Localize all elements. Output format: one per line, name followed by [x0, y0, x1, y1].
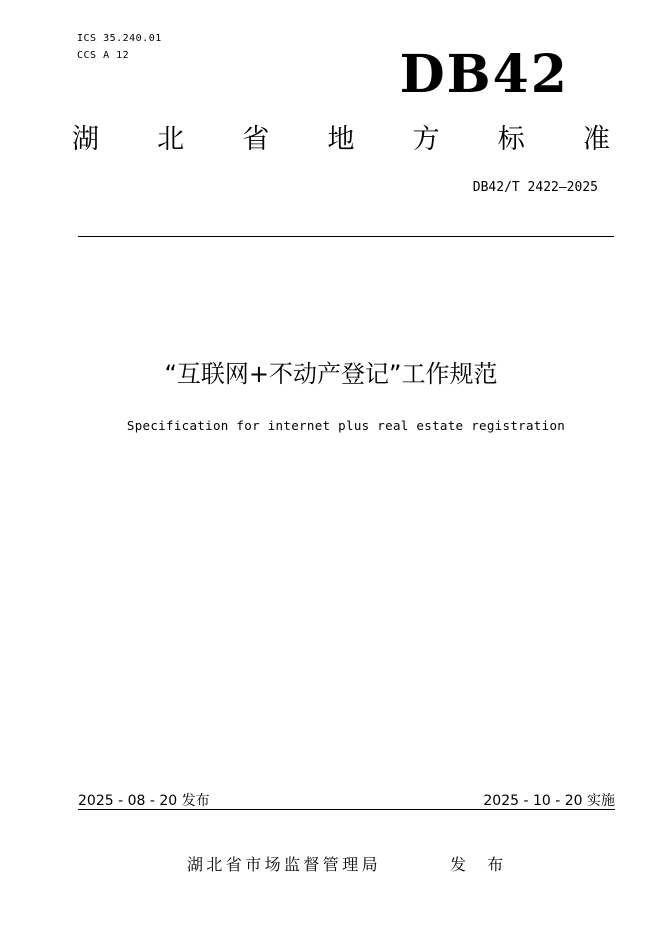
standard-type-char: 省: [242, 124, 270, 155]
standard-type-char: 方: [412, 124, 440, 155]
standard-type-char: 准: [582, 124, 610, 155]
publisher-name: 湖北省市场监督管理局: [187, 855, 382, 874]
publish-label: 发 布: [450, 855, 512, 874]
standard-number: DB42/T 2422—2025: [472, 180, 598, 195]
ics-code: ICS 35.240.01: [77, 33, 162, 44]
standard-type-char: 湖: [72, 124, 99, 155]
document-title-cn: “互联网+不动产登记”工作规范: [164, 360, 498, 388]
standard-type-char: 北: [157, 124, 185, 155]
standard-type-char: 标: [497, 124, 525, 155]
document-title-en: Specification for internet plus real estate registration: [126, 418, 566, 433]
standard-type-char: 地: [327, 124, 355, 155]
top-divider: [78, 236, 614, 237]
implementation-date: 2025 - 10 - 20 实施: [483, 793, 615, 809]
standard-type-heading: [72, 126, 610, 153]
standard-code-logo: DB42: [399, 44, 569, 105]
issue-date: 2025 - 08 - 20 发布: [78, 793, 210, 809]
bottom-divider: [78, 809, 615, 810]
ccs-code: CCS A 12: [77, 50, 130, 61]
